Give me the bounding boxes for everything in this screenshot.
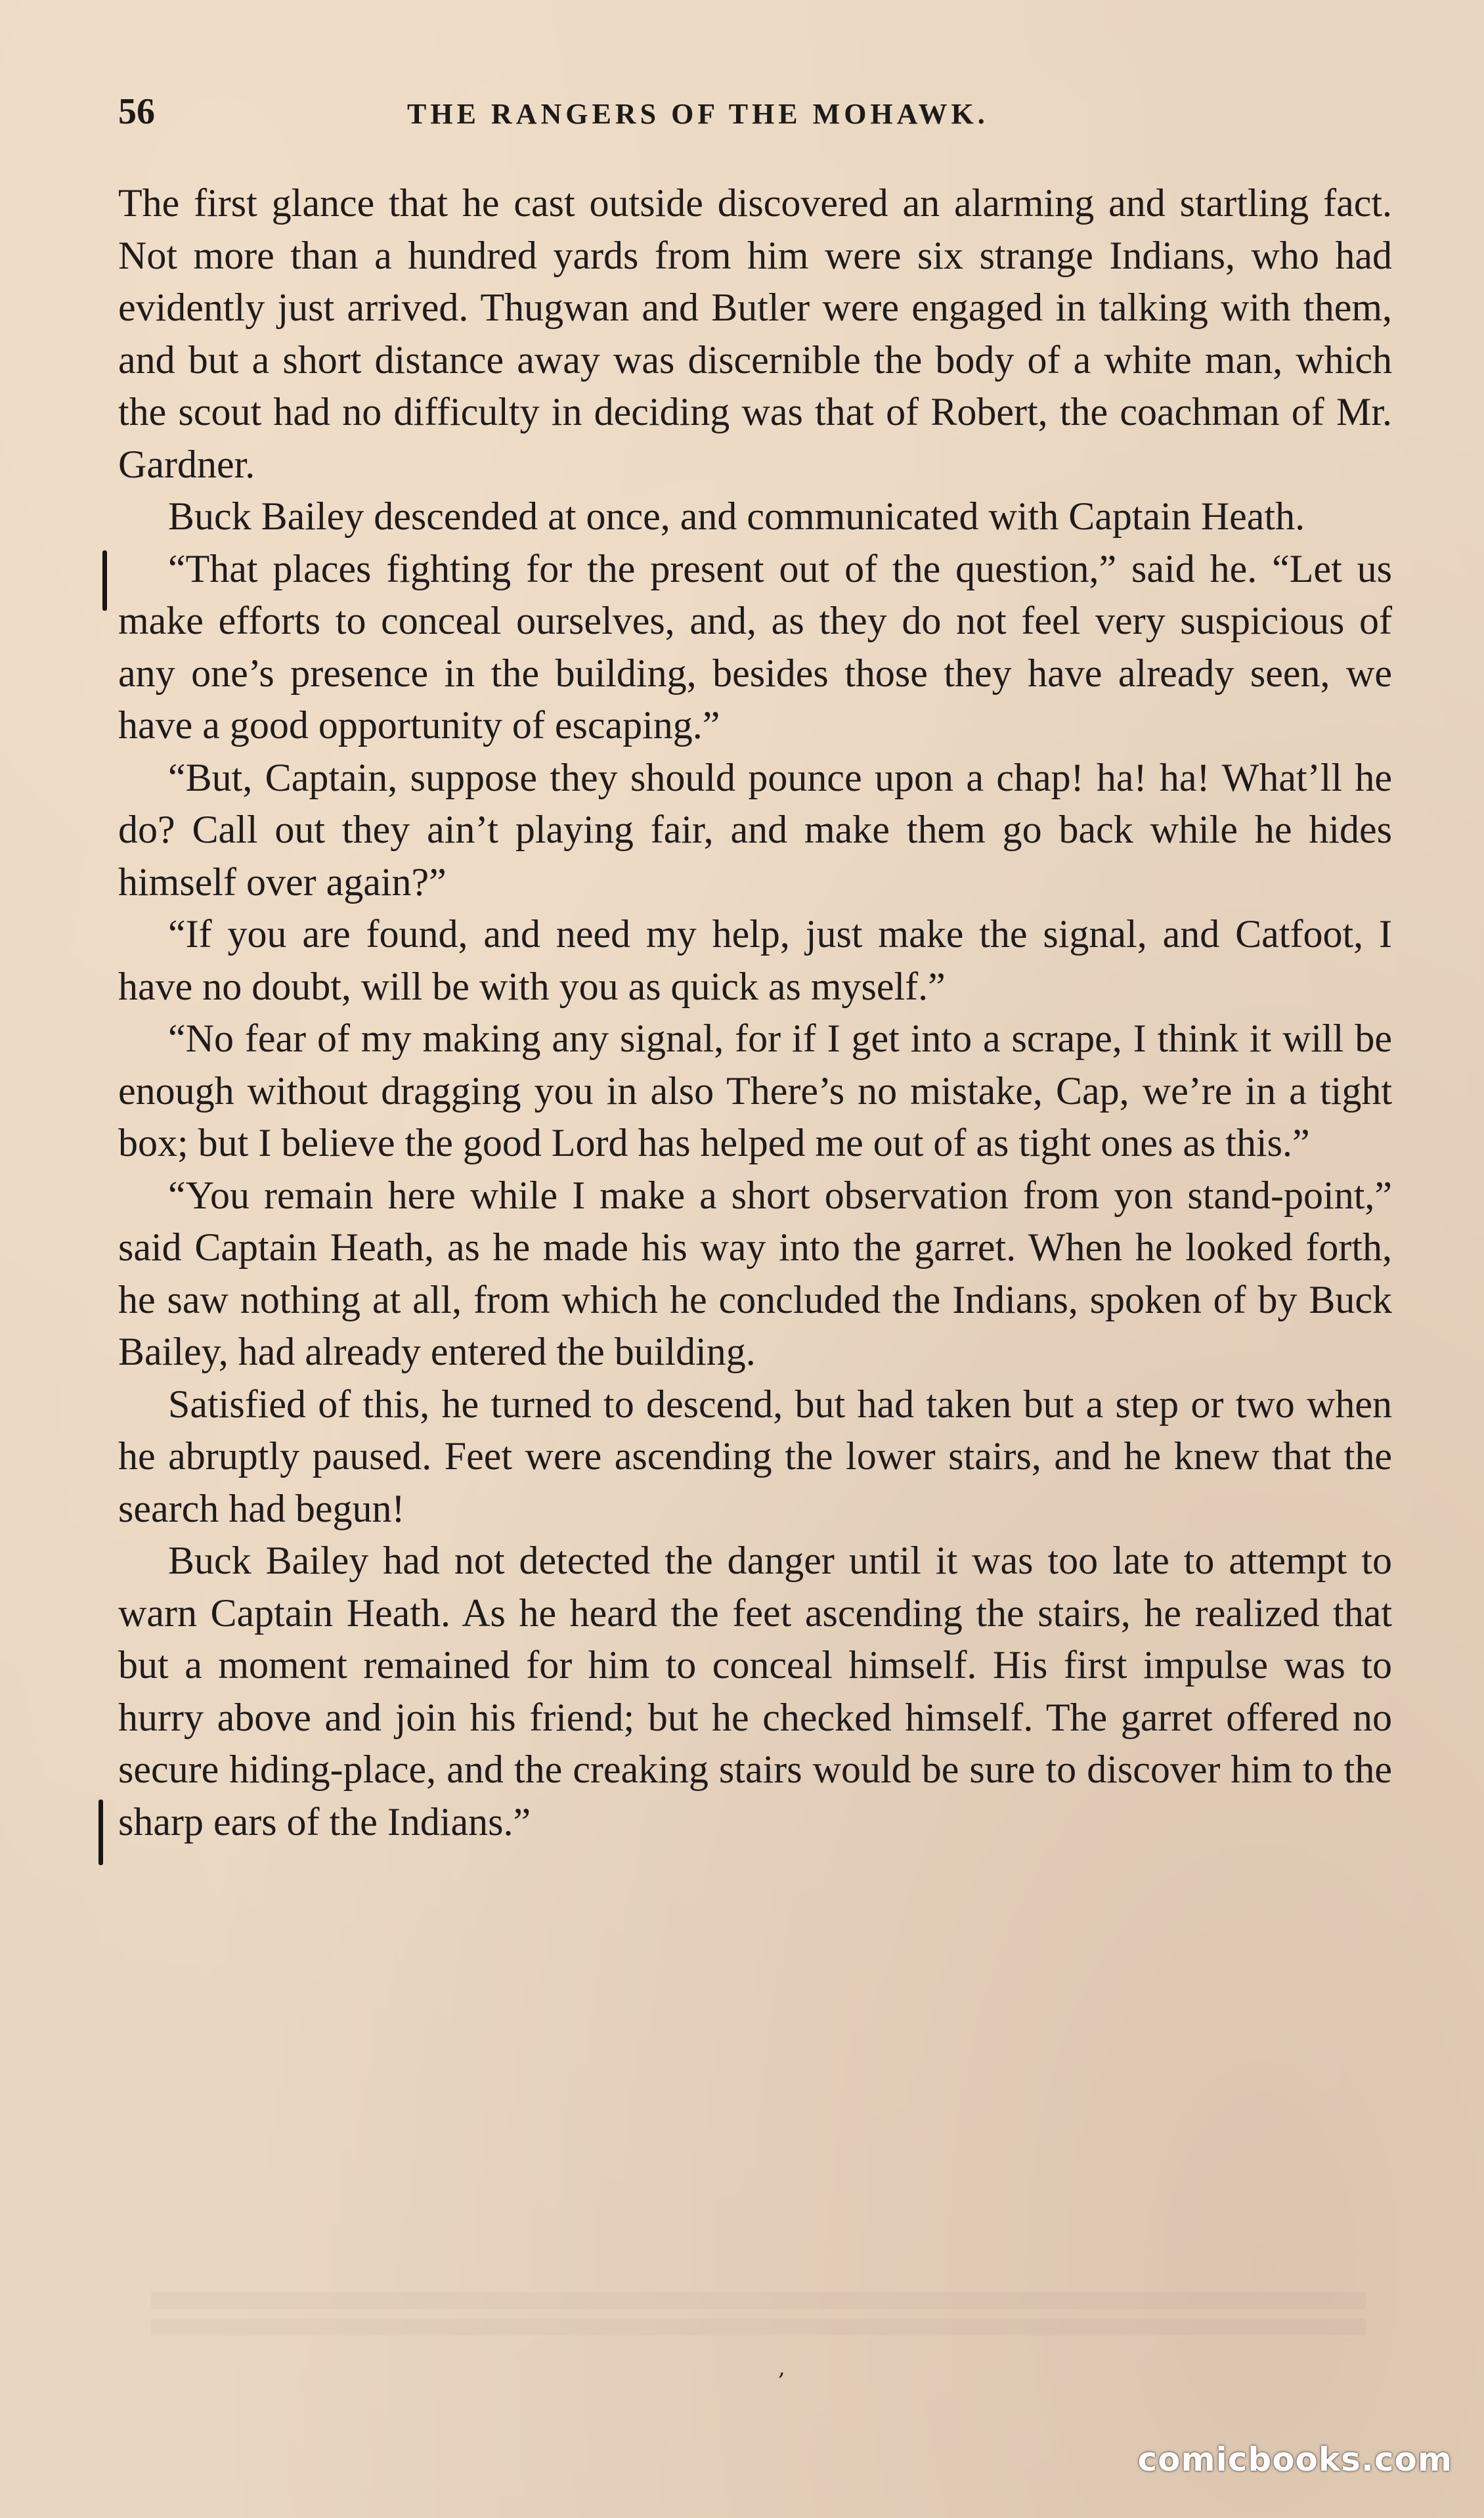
paragraph-8: Satisfied of this, he turned to descend, but had taken but a step or two when he abruptly paused. Feet were ascending the lower stairs, and he knew that the search had begun! [118,1382,1392,1530]
running-title: THE RANGERS OF THE MOHAWK. [407,98,989,130]
paragraph-5: “If you are found, and need my help, just make the signal, and Catfoot, I have no doubt, will be with you as quick as myself.” [118,912,1392,1008]
running-head [118,85,1392,144]
margin-pencil-mark-2 [98,1800,103,1865]
page-number: 56 [118,91,155,132]
paragraph-9: Buck Bailey had not detected the danger until it was too late to attempt to warn Captain Heath. As he heard the feet ascending the stairs, he realized that but a moment remained for him to conceal himself. His first impulse was to hurry above and join his friend; but he checked himself. The garret offered no secure hiding-place, and the creaking stairs would be sure to discover him to the sharp ears of the Indians.” [118,1539,1392,1844]
stray-mark: , [778,2354,785,2381]
paragraph-6: “No fear of my making any signal, for if I get into a scrape, I think it will be enough without dragging you in also There’s no mistake, Cap, we’re in a tight box; but I believe the good Lord has helped me out of as tight ones as this.” [118,1017,1392,1164]
bleed-through-line [151,2292,1366,2309]
paragraph-4: “But, Captain, suppose they should pounce upon a chap! ha! ha! What’ll he do? Call out they ain’t playing fair, and make them go back while he hides himself over again?” [118,755,1392,904]
site-watermark: comicbooks.com [1137,2441,1452,2479]
bleed-through-line [151,2318,1366,2335]
paragraph-2: Buck Bailey descended at once, and communicated with Captain Heath. [168,495,1305,538]
book-page [118,85,1392,2450]
body-text [118,177,1392,1848]
paragraph-1: The first glance that he cast outside discovered an alarming and startling fact. Not more than a hundred yards from him were six strange Indians, who had evidently just arrived. Thugwan and Butler were engaged in talking with them, and but a short distance away was discernible the body of a white man, which the scout had no difficulty in deciding was that of Robert, the coachman of Mr. Gardner. [118,181,1392,486]
paragraph-3: “That places fighting for the present out of the question,” said he. “Let us make efforts to conceal ourselves, and, as they do not feel very suspicious of any one’s presence in the building, besides those they have already seen, we have a good opportunity of escaping.” [118,546,1392,747]
paragraph-7: “You remain here while I make a short observation from yon stand-point,” said Captain Heath, as he made his way into the garret. When he looked forth, he saw nothing at all, from which he concluded the Indians, spoken of by Buck Bailey, had already entered the building. [118,1173,1392,1373]
margin-pencil-mark-1 [102,550,107,611]
